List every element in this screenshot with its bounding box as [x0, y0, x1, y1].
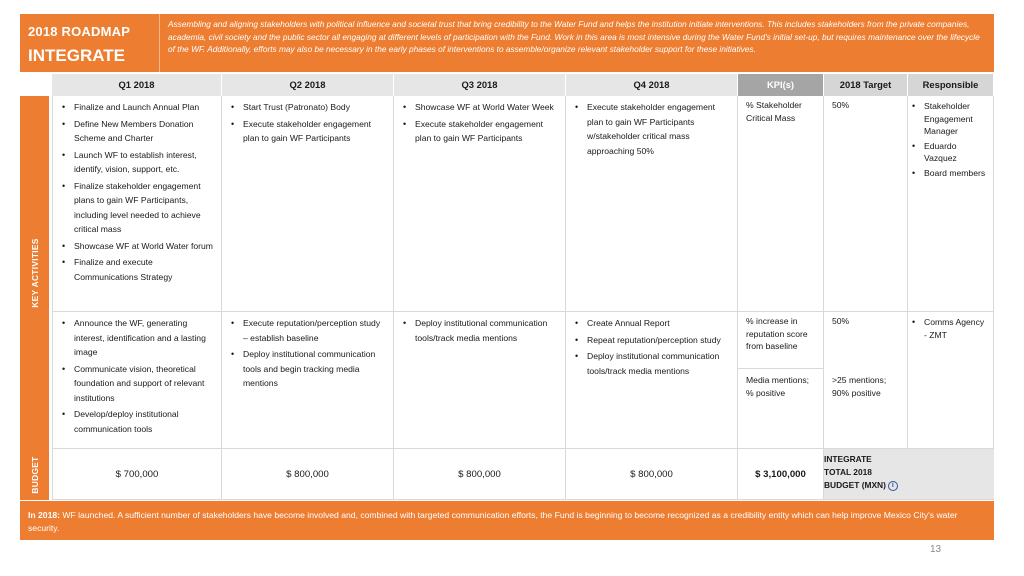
row2-target-cell: [824, 312, 908, 449]
list-item: • Repeat reputation/perception study: [574, 333, 731, 348]
list-item: • Eduardo Vazquez: [911, 140, 987, 165]
column-header-q2: Q2 2018: [222, 74, 394, 96]
row2-q2-cell: [222, 312, 394, 449]
target-value: 50%: [832, 100, 850, 110]
row2-q1-cell: [52, 312, 222, 449]
budget-total-label: [824, 453, 898, 492]
row1-responsible-cell: [908, 96, 994, 312]
list-item: • Define New Members Donation Scheme and Charter: [61, 117, 215, 146]
budget-label-line: TOTAL 2018: [824, 467, 872, 477]
header-description: Assembling and aligning stakeholders with political influence and societal trust that bring credibility to the Water Fund and helps the institution initiate interventions. This includes stakeholders from the private companies, academia, civil society and the public sector all engaging at different levels of participation with the Fund. Work in this area is most intensive during the Water Fund's initial set-up, but requires maintenance over the lifecycle of the WF. Additionally, efforts may also be necessary in the early phases of interventions to assemble/organize relevant stakeholder support for these initiatives.: [168, 19, 980, 55]
row2-responsible-cell: [908, 312, 994, 449]
list-item: • Develop/deploy institutional communication tools: [61, 407, 215, 436]
column-header-responsible: Responsible: [908, 74, 994, 96]
info-icon[interactable]: i: [888, 481, 898, 491]
list-item: • Showcase WF at World Water forum: [61, 239, 215, 254]
list-item: • Launch WF to establish interest, identify, vision, support, etc.: [61, 148, 215, 177]
list-item: • Communicate vision, theoretical foundation and support of relevant institutions: [61, 362, 215, 406]
budget-side-bar: [20, 449, 49, 500]
column-header-q4: Q4 2018: [566, 74, 738, 96]
roadmap-year-label: 2018 ROADMAP: [28, 24, 131, 39]
budget-label-line: INTEGRATE: [824, 454, 872, 464]
row2-q4-cell: [566, 312, 738, 449]
kpi-value: Media mentions; % positive: [746, 375, 810, 398]
list-item: • Execute stakeholder engagement plan to gain WF Participants: [230, 117, 387, 146]
row1-q1-cell: [52, 96, 222, 312]
list-item: • Finalize stakeholder engagement plans to gain WF Participants, including level needed to achieve critical mass: [61, 179, 215, 237]
roadmap-header: [20, 14, 994, 72]
column-header-target: 2018 Target: [824, 74, 908, 96]
footer-text: WF launched. A sufficient number of stakeholders have become involved and, combined with targeted communication efforts, the Fund is beginning to become recognized as a credibility entity which can help improve Mexico City's water security.: [28, 510, 958, 533]
roadmap-title: INTEGRATE: [28, 46, 125, 65]
budget-label-line-with-icon: [824, 479, 898, 492]
list-item: • Execute stakeholder engagement plan to gain WF Participants w/stakeholder critical mass approaching 50%: [574, 100, 731, 158]
key-activities-label: KEY ACTIVITIES: [29, 237, 40, 308]
column-header-q3: Q3 2018: [394, 74, 566, 96]
row2-kpi-cell: [738, 312, 824, 449]
page-number: 13: [930, 544, 942, 555]
list-item: • Execute reputation/perception study – establish baseline: [230, 316, 387, 345]
column-header-q1: Q1 2018: [52, 74, 222, 96]
kpi-divider: [738, 368, 824, 369]
list-item: • Finalize and execute Communications Strategy: [61, 255, 215, 284]
row1-q3-cell: [394, 96, 566, 312]
budget-q3: $ 800,000: [394, 449, 566, 500]
row1-q4-cell: [566, 96, 738, 312]
list-item: • Stakeholder Engagement Manager: [911, 100, 987, 138]
budget-q4: $ 800,000: [566, 449, 738, 500]
list-item: • Start Trust (Patronato) Body: [230, 100, 387, 115]
list-item: • Board members: [911, 167, 987, 180]
header-title-block: [20, 14, 160, 72]
list-item: • Comms Agency - ZMT: [911, 316, 987, 341]
summary-footer: [20, 501, 994, 540]
footer-lead: In 2018:: [28, 510, 61, 520]
list-item: • Showcase WF at World Water Week: [402, 100, 559, 115]
row1-target-cell: [824, 96, 908, 312]
list-item: • Deploy institutional communication tools/track media mentions: [574, 349, 731, 378]
target-value: >25 mentions; 90% positive: [832, 375, 887, 398]
kpi-value: % increase in reputation score from baseline: [746, 316, 808, 351]
budget-label: BUDGET: [29, 455, 40, 494]
list-item: • Finalize and Launch Annual Plan: [61, 100, 215, 115]
list-item: • Deploy institutional communication tools/track media mentions: [402, 316, 559, 345]
budget-q2: $ 800,000: [222, 449, 394, 500]
budget-label-line: BUDGET (MXN): [824, 480, 886, 490]
row1-q2-cell: [222, 96, 394, 312]
list-item: • Execute stakeholder engagement plan to gain WF Participants: [402, 117, 559, 146]
list-item: • Announce the WF, generating interest, identification and a lasting image: [61, 316, 215, 360]
target-value: 50%: [832, 316, 850, 326]
budget-total: $ 3,100,000: [738, 449, 824, 500]
budget-q1: $ 700,000: [52, 449, 222, 500]
row1-kpi-cell: [738, 96, 824, 312]
row2-q3-cell: [394, 312, 566, 449]
key-activities-side-bar: [20, 96, 49, 449]
column-header-kpi: KPI(s): [738, 74, 824, 96]
kpi-value: % Stakeholder Critical Mass: [746, 100, 802, 123]
list-item: • Deploy institutional communication tools and begin tracking media mentions: [230, 347, 387, 391]
list-item: • Create Annual Report: [574, 316, 731, 331]
